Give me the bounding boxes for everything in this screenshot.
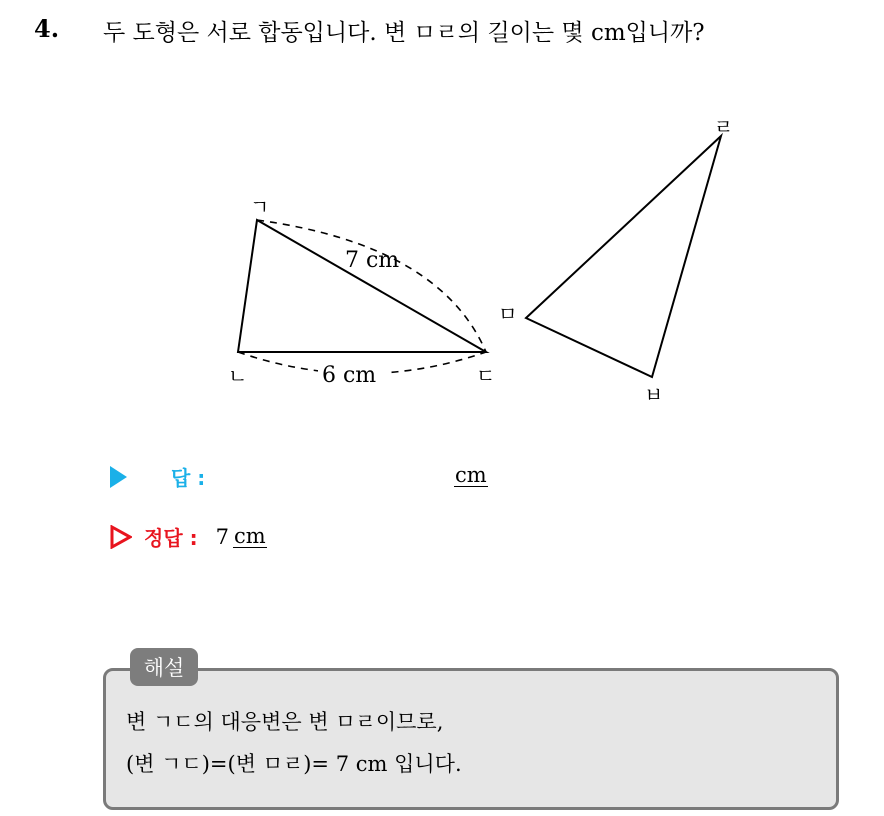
explanation-line-2: (변 ㄱㄷ)=(변 ㅁㄹ)= 7 cm 입니다. (126, 752, 462, 776)
play-outline-icon (110, 525, 132, 549)
explanation-line-1: 변 ㄱㄷ의 대응변은 변 ㅁㄹ이므로, (126, 710, 444, 734)
correct-value: 7 (215, 524, 229, 549)
correct-label: 정답 : (144, 526, 198, 550)
vertex-label-giyeok: ㄱ (250, 195, 270, 219)
correct-answer-row (110, 522, 267, 551)
correct-unit: cm (233, 524, 266, 548)
vertex-label-nieun: ㄴ (228, 364, 248, 388)
vertex-label-digeut: ㄷ (476, 364, 496, 388)
question-text: 두 도형은 서로 합동입니다. 변 ㅁㄹ의 길이는 몇 cm입니까? (103, 20, 705, 46)
triangle-left (238, 220, 486, 352)
triangle-right (526, 136, 721, 377)
explanation-box (103, 668, 839, 810)
length-label-hypotenuse: 7 cm (345, 248, 400, 273)
answer-label: 답 : (171, 466, 206, 490)
explanation-tag: 해설 (130, 648, 198, 686)
question-number: 4. (34, 14, 60, 43)
length-label-base: 6 cm (322, 363, 377, 388)
answer-blank-unit[interactable]: cm (455, 463, 487, 487)
vertex-label-rieul: ㄹ (714, 115, 734, 139)
play-filled-icon (110, 466, 127, 488)
vertex-label-mieum: ㅁ (498, 302, 518, 326)
answer-row (110, 462, 205, 491)
vertex-label-bieup: ㅂ (644, 383, 664, 407)
